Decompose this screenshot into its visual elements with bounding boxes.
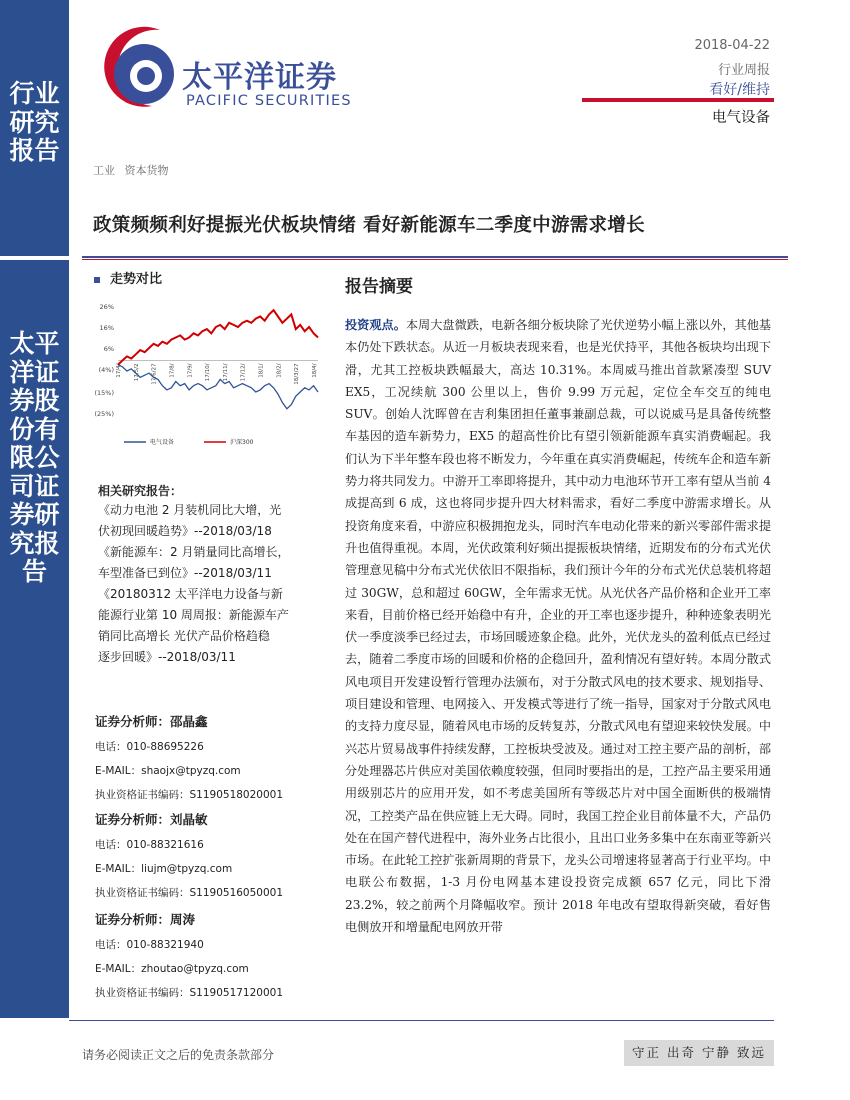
report-title: 政策频频利好提振光伏板块情绪 看好新能源车二季度中游需求增长	[93, 215, 645, 236]
related-line: 《新能源车：2 月销量同比高增长，	[98, 545, 290, 559]
related-line: 伏初现回暖趋势》--2018/03/18	[98, 524, 272, 538]
report-date: 2018-04-22	[694, 38, 770, 53]
sidebar-top-text: 行业研究报告	[9, 79, 60, 165]
abstract-heading: 报告摘要	[345, 277, 413, 297]
related-line: 《动力电池 2 月装机同比大增，光	[98, 503, 282, 517]
y-tick-label: 6%	[103, 344, 114, 353]
x-tick-label: 17/5/2	[133, 363, 140, 382]
abstract-lead: 投资观点。	[345, 318, 406, 332]
analyst-email[interactable]: E-MAIL：liujm@tpyzq.com	[95, 863, 233, 875]
y-tick-label: (15%)	[94, 389, 114, 398]
analyst-email[interactable]: E-MAIL：shaojx@tpyzq.com	[95, 765, 241, 777]
analyst-title: 证券分析师：邵晶鑫	[95, 714, 208, 729]
analyst-title: 证券分析师：周涛	[95, 912, 196, 927]
x-tick-label: 18/4/	[312, 363, 318, 378]
square-bullet-icon	[94, 277, 100, 283]
trend-heading: 走势对比	[94, 268, 162, 287]
x-tick-label: 17/6/27	[151, 363, 158, 385]
x-tick-label: 17/11/	[222, 363, 229, 382]
x-tick-label: 18/2/	[276, 363, 283, 378]
y-tick-label: (4%)	[98, 365, 114, 374]
logo-emblem	[90, 22, 178, 118]
analyst-card	[95, 910, 335, 1000]
x-tick-label: 17/8/	[169, 363, 176, 378]
related-line: 《20180312 太平洋电力设备与新	[98, 587, 283, 601]
related-line: 车型准备已到位》--2018/03/11	[98, 566, 272, 580]
x-tick-label: 17/12/	[240, 363, 247, 382]
analyst-cert: 执业资格证书编码：S1190518020001	[95, 789, 284, 801]
analyst-card	[95, 810, 335, 900]
related-heading: 相关研究报告：	[98, 484, 183, 498]
y-tick-label: (25%)	[94, 410, 114, 418]
analyst-cert: 执业资格证书编码：S1190517120001	[95, 987, 284, 999]
analyst-phone: 电话：010-88321616	[95, 839, 204, 851]
report-type: 行业周报	[717, 63, 770, 78]
footer-motto: 守正 出奇 宁静 致远	[624, 1040, 774, 1066]
analyst-title: 证券分析师：刘晶敏	[95, 812, 208, 827]
series-line-1	[118, 365, 318, 409]
x-tick-label: 17/10/	[205, 363, 212, 382]
analyst-phone: 电话：010-88321940	[95, 939, 204, 951]
abstract-body	[345, 314, 771, 938]
x-tick-label: 18/1/	[258, 363, 265, 378]
title-divider-red	[82, 259, 788, 260]
analyst-email[interactable]: E-MAIL：zhoutao@tpyzq.com	[95, 963, 249, 975]
x-tick-label: 18/3/27	[294, 363, 301, 385]
analyst-phone: 电话：010-88695226	[95, 741, 204, 753]
analyst-cert: 执业资格证书编码：S1190516050001	[95, 887, 284, 899]
footer-rule	[69, 1020, 774, 1021]
sidebar-top	[0, 0, 69, 256]
sidebar-bottom	[0, 260, 69, 1018]
logo-name-cn: 太平洋证券	[182, 60, 337, 95]
y-tick-label: 16%	[99, 323, 114, 332]
breadcrumb-item: 工业	[93, 164, 115, 177]
legend-label: 沪深300	[230, 439, 254, 446]
logo-emblem-icon	[90, 22, 178, 114]
footer-disclaimer[interactable]: 请务必阅读正文之后的免责条款部分	[82, 1048, 275, 1062]
analyst-card	[95, 712, 335, 802]
logo-name-en: PACIFIC SECURITIES	[186, 93, 352, 109]
series-line-2	[118, 310, 318, 365]
breadcrumb	[93, 162, 175, 178]
trend-chart	[90, 298, 330, 458]
sector: 电气设备	[712, 110, 770, 126]
related-line: 逐步回暖》--2018/03/11	[98, 650, 236, 664]
sidebar-bottom-text: 太平洋证券股份有限公司证券研究报告	[9, 329, 60, 586]
legend-label: 电气设备	[150, 439, 175, 446]
header-red-rule	[582, 98, 774, 102]
abstract-text: 本周大盘微跌，电新各细分板块除了光伏逆势小幅上涨以外，其他基本仍处下跌状态。从近一月板块表现来看，也是光伏持平，其他各板块均出现下滑，尤其工控板块跌幅最大，高达 10.31%。本周威马推出首款紧凑型 SUV EX5，工况续航 300 公里以上，售价 9.99 万元起，定位全车交互的纯电 SUV。创始人沈晖曾在吉利集团担任董事兼副总裁，可以说威马是具备传统整车基因的造车新势力，EX5 的超高性价比有望引领新能源车真实消费崛起。我们认为下半年整车段也将不断发力，今年重在真实消费崛起，传统车企和造车新势力将共同发力。中游开工率即将提升，其中动力电池环节开工率有望从当前 4 成提高到 6 成，这也将同步提升四大材料需求，看好二季度中游需求增长。从投资角度来看，中游应积极拥抱龙头，同时汽车电动化带来的新兴零部件需求提升也值得重视。本周，光伏政策利好频出提振板块情绪，近期发布的分布式光伏管理意见稿中分布式光伏依旧不限指标，我们预计今年的分布式光伏总装机将超过 30GW，总和超过 60GW，全年需求无忧。从光伏各产品价格和企业开工率来看，目前价格已经开始稳中有升，企业的开工率也逐步提升，种种迹象表明光伏一季度淡季已经过去，市场回暖迹象企稳。此外，光伏龙头的盈利低点已经过去，随着二季度市场的回暖和价格的企稳回升，盈利情况有望好转。本周分散式风电项目开发建设暂行管理办法颁布，对于分散式风电的技术要求、规划指导、项目建设和管理、电网接入、开发模式等进行了统一指导，国家对于分散式风电的支持力度尽显，随着风电市场的反转复苏，分散式风电有望迎来较快发展。中兴芯片贸易战事件持续发酵，工控板块受波及。通过对工控主要产品的剖析，部分处理器芯片供应对美国依赖度较强，但同时要指出的是，工控产品主要采用通用级别芯片的应用开发，如不考虑美国所有等级芯片对中国全面断供的极端情况，工控类产品在供应链上无大碍。同时，我国工控企业目前体量不大，产品仍处在在国产替代进程中，海外业务占比很小，且出口业务多集中在东南亚等新兴市场。在此轮工控扩张新周期的背景下，龙头公司增速将显著高于行业平均。中电联公布数据，1-3 月份电网基本建设投资完成额 657 亿元，同比下滑 23.2%，较之前两个月降幅收窄。预计 2018 年电改有望取得新突破，看好售电侧放开和增量配电网放开带	[345, 318, 772, 935]
related-line: 销同比高增长 光伏产品价格趋稳	[98, 629, 270, 643]
breadcrumb-item: 资本货物	[124, 164, 169, 177]
y-tick-label: 26%	[99, 303, 114, 311]
x-tick-label: 17/9/	[187, 363, 194, 378]
related-line: 能源行业第 10 周周报：新能源车产	[98, 608, 289, 622]
x-tick-label: 17/4/	[116, 363, 122, 378]
title-divider-blue	[82, 256, 788, 258]
rating: 看好/维持	[709, 82, 770, 98]
related-list	[98, 500, 330, 668]
